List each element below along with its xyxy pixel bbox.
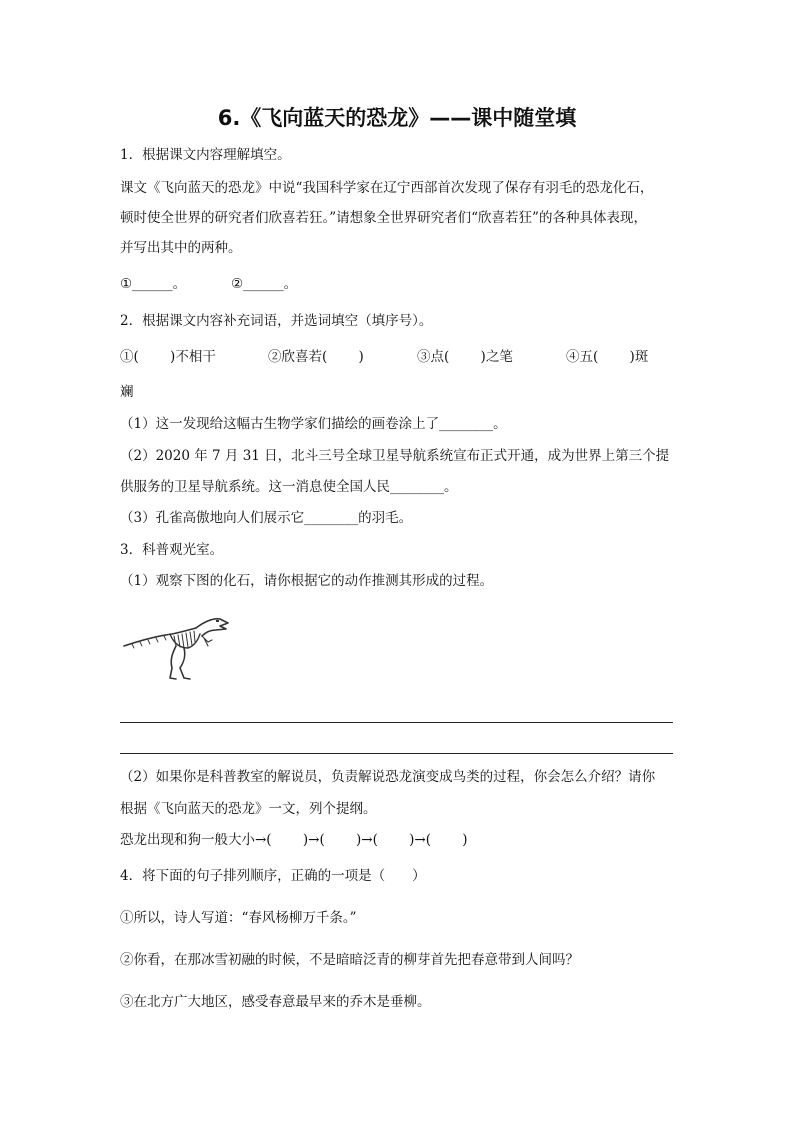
q2-option-3[interactable]: ③点( )之笔: [417, 349, 513, 365]
q1-text-line-1: 课文《飞向蓝天的恐龙》中说“我国科学家在辽宁西部首次发现了保存有羽毛的恐龙化石，: [120, 180, 654, 196]
q1-text-line-2: 顿时使全世界的研究者们欣喜若狂。”请想象全世界研究者们“欣喜若狂”的各种具体表现，: [120, 210, 647, 226]
page-title: 6.《飞向蓝天的恐龙》——课中随堂填: [217, 106, 577, 130]
q1-blank-2[interactable]: ②______。: [231, 276, 298, 292]
q2-sentence-2a: （2）2020 年 7 月 31 日，北斗三号全球卫星导航系统宣布正式开通，成为世界上第三个提: [120, 448, 670, 464]
q2-sentence-3: （3）孔雀高傲地向人们展示它________的羽毛。: [120, 510, 413, 526]
q3-heading: 3．科普观光室。: [120, 542, 224, 558]
q2-heading: 2．根据课文内容补充词语，并选词填空（填序号）。: [120, 313, 433, 329]
q2-option-wrap: 斓: [120, 384, 134, 400]
q3-prompt-1: （1）观察下图的化石，请你根据它的动作推测其形成的过程。: [120, 573, 494, 589]
q4-sentence-2: ②你看，在那冰雪初融的时候，不是暗暗泛青的柳芽首先把春意带到人间吗？: [120, 952, 579, 968]
q1-heading: 1．根据课文内容理解填空。: [120, 147, 291, 163]
q2-option-1[interactable]: ①( )不相干: [120, 349, 216, 365]
answer-line-1[interactable]: [120, 722, 673, 723]
dinosaur-fossil-image: [122, 610, 232, 682]
q3-prompt-2b: 根据《飞向蓝天的恐龙》一文，列个提纲。: [120, 801, 377, 817]
q1-text-line-3: 并写出其中的两种。: [120, 240, 242, 256]
q2-option-4[interactable]: ④五( )斑: [566, 349, 649, 365]
q3-prompt-2a: （2）如果你是科普教室的解说员，负责解说恐龙演变成鸟类的过程，你会怎么介绍？请你: [120, 769, 656, 785]
q2-sentence-2b: 供服务的卫星导航系统。这一消息使全国人民________。: [120, 479, 458, 495]
q4-sentence-1: ①所以，诗人写道：“春风杨柳万千条。”: [120, 910, 357, 926]
q2-sentence-1: （1）这一发现给这幅古生物学家们描绘的画卷涂上了________。: [120, 416, 507, 432]
q4-sentence-3: ③在北方广大地区，感受春意最早来的乔木是垂柳。: [120, 994, 431, 1010]
q4-heading: 4．将下面的句子排列顺序，正确的一项是（ ）: [120, 868, 426, 884]
q2-option-2[interactable]: ②欣喜若( ): [268, 349, 364, 365]
q3-outline-chain[interactable]: 恐龙出现和狗一般大小→( )→( )→( )→( ): [120, 832, 468, 848]
q1-blank-1[interactable]: ①______。: [120, 276, 187, 292]
answer-line-2[interactable]: [120, 753, 673, 754]
